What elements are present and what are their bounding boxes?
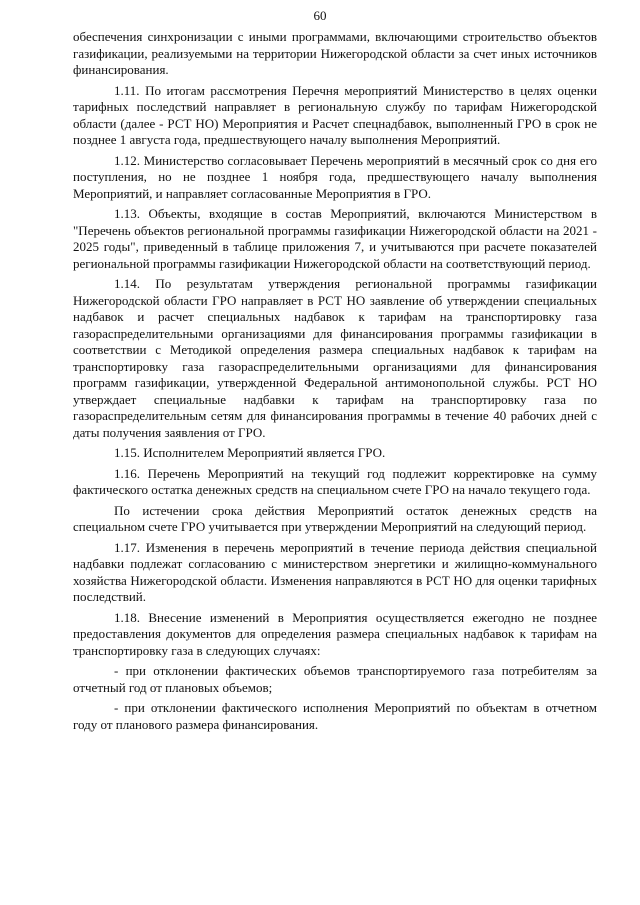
list-item-execution-deviation: - при отклонении фактического исполнения Мероприятий по объектам в отчетном году от планового размера финансирования. bbox=[73, 700, 597, 732]
paragraph-1-14: 1.14. По результатам утверждения региональной программы газификации Нижегородской области ГРО направляет в РСТ НО заявление об утверждении специальных надбавок и расчет специальных надбавок к тарифам на транспортировку газа газораспределительными организациями для финансирования программы газификации в соответствии с Методикой определения размера специальных надбавок к тарифам на транспортировку газа газораспределительными организациями для финансирования программ газификации, утвержденной Федеральной антимонопольной службы. РСТ НО утверждает специальные надбавки к тарифам на транспортировку газа по газораспределительным сетям для финансирования программы в течение 40 рабочих дней с даты получения заявления от ГРО. bbox=[73, 276, 597, 440]
paragraph-1-17: 1.17. Изменения в перечень мероприятий в течение периода действия специальной надбавки подлежат согласованию с министерством энергетики и жилищно-коммунального хозяйства Нижегородской области. Изменения направляются в РСТ НО для оценки тарифных последствий. bbox=[73, 539, 597, 604]
paragraph-1-18: 1.18. Внесение изменений в Мероприятия осуществляется ежегодно не позднее предоставления документов для определения размера специальных надбавок к тарифам на транспортировку газа в следующих случаях: bbox=[73, 609, 597, 658]
paragraph-1-16-remainder: По истечении срока действия Мероприятий остаток денежных средств на специальном счете ГРО учитывается при утверждении Мероприятий на следующий период. bbox=[73, 502, 597, 534]
paragraph-1-13: 1.13. Объекты, входящие в состав Мероприятий, включаются Министерством в "Перечень объектов региональной программы газификации Нижегородской области на 2021 - 2025 годы", приведенный в таблице приложения 7, и учитываются при расчете показателей региональной программы газификации Нижегородской области на соответствующий период. bbox=[73, 206, 597, 271]
paragraph-1-15: 1.15. Исполнителем Мероприятий является ГРО. bbox=[114, 445, 386, 460]
document-body bbox=[73, 29, 597, 737]
page-number: 60 bbox=[313, 8, 327, 23]
paragraph-1-12: 1.12. Министерство согласовывает Перечень мероприятий в месячный срок со дня его поступления, но не позднее 1 ноября года, предшествующего началу выполнения Мероприятий, и направляет согласованные Мероприятия в ГРО. bbox=[73, 152, 597, 201]
paragraph-1-11: 1.11. По итогам рассмотрения Перечня мероприятий Министерство в целях оценки тарифных последствий направляет в региональную службу по тарифам Нижегородской области (далее - РСТ НО) Мероприятия и Расчет спецнадбавок, выполненный ГРО в срок не позднее 1 августа года, предшествующего началу выполнения Мероприятий. bbox=[73, 82, 597, 147]
list-item-volume-deviation: - при отклонении фактических объемов транспортируемого газа потребителям за отчетный год от плановых объемов; bbox=[73, 663, 597, 695]
paragraph-continuation: обеспечения синхронизации с иными программами, включающими строительство объектов газификации, реализуемыми на территории Нижегородской области за счет иных источников финансирования. bbox=[73, 29, 597, 77]
paragraph-1-16: 1.16. Перечень Мероприятий на текущий год подлежит корректировке на сумму фактического остатка денежных средств на специальном счете ГРО на начало текущего года. bbox=[73, 465, 597, 497]
